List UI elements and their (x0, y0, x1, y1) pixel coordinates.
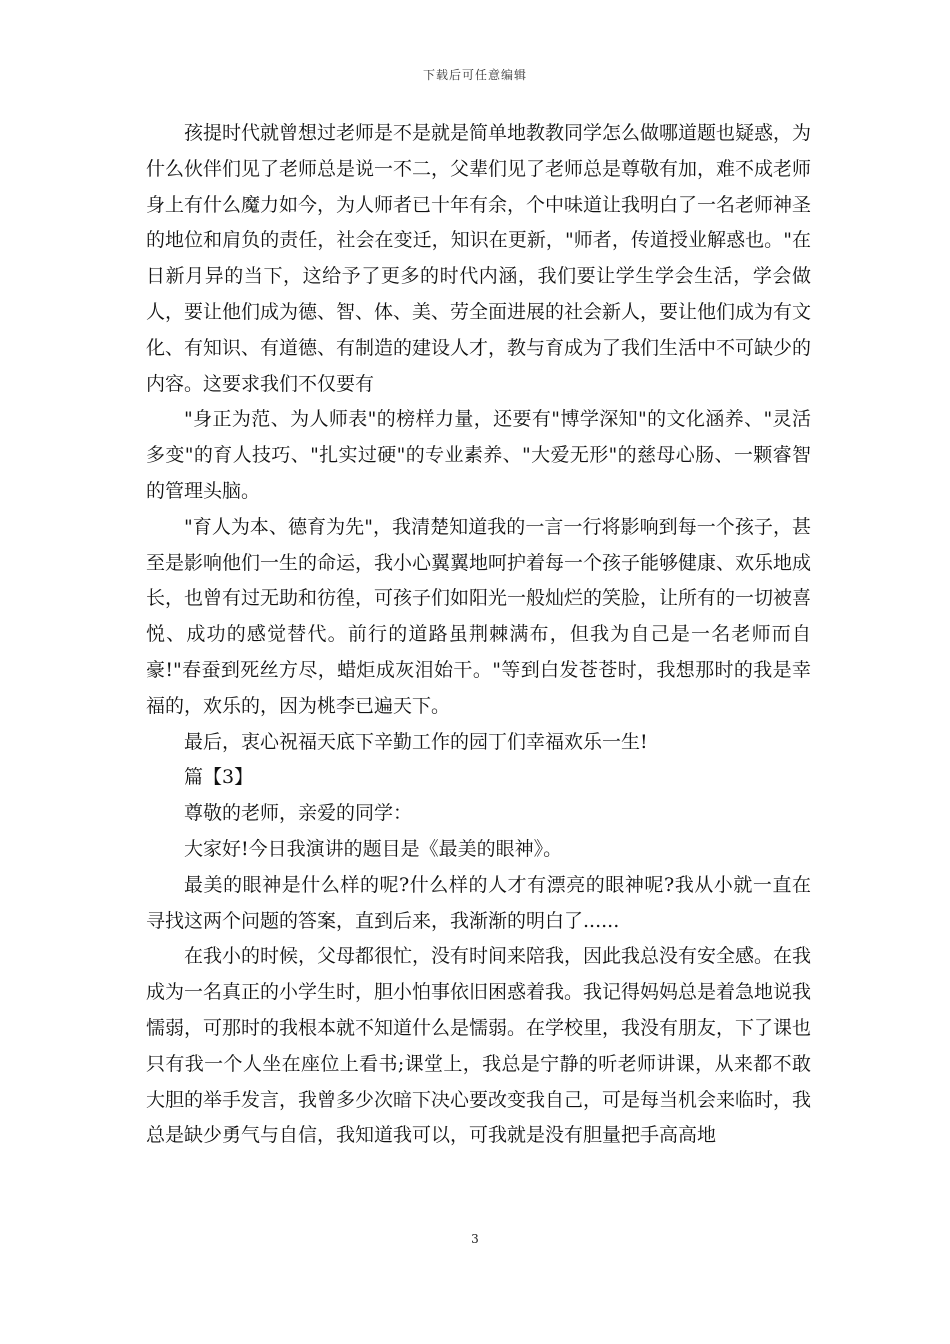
paragraph: "育人为本、德育为先"，我清楚知道我的一言一行将影响到每一个孩子，甚至是影响他们一生的命运，我小心翼翼地呵护着每一个孩子能够健康、欢乐地成长，也曾有过无助和彷徨，可孩子们如阳光一般灿烂的笑脸，让所有的一切被喜悦、成功的感觉替代。前行的道路虽荆棘满布，但我为自己是一名老师而自豪!"春蚕到死丝方尽，蜡炬成灰泪始干。"等到白发苍苍时，我想那时的我是幸福的，欢乐的，因为桃李已遍天下。 (146, 515, 812, 717)
salutation: 尊敬的老师，亲爱的同学： (184, 802, 413, 825)
page-number: 3 (471, 1232, 479, 1246)
page-header: 下载后可任意编辑 (422, 68, 527, 82)
paragraph: 在我小的时候，父母都很忙，没有时间来陪我，因此我总没有安全感。在我成为一名真正的小学生时，胆小怕事依旧困惑着我。我记得妈妈总是着急地说我懦弱，可那时的我根本就不知道什么是懦弱。在学校里，我没有朋友，下了课也只有我一个人坐在座位上看书;课堂上，我总是宁静的听老师讲课，从来都不敢大胆的举手发言，我曾多少次暗下决心要改变我自己，可是每当机会来临时，我总是缺少勇气与自信，我知道我可以，可我就是没有胆量把手高高地 (146, 945, 812, 1147)
paragraph: 最美的眼神是什么样的呢?什么样的人才有漂亮的眼神呢?我从小就一直在寻找这两个问题的答案，直到后来，我渐渐的明白了...... (146, 873, 811, 932)
paragraph: "身正为范、为人师表"的榜样力量，还要有"博学深知"的文化涵养、"灵活多变"的育人技巧、"扎实过硬"的专业素养、"大爱无形"的慈母心肠、一颗睿智的管理头脑。 (146, 408, 811, 502)
paragraph: 大家好!今日我演讲的题目是《最美的眼神》。 (184, 837, 563, 860)
paragraph: 最后，衷心祝福天底下辛勤工作的园丁们幸福欢乐一生! (184, 730, 648, 753)
paragraph: 孩提时代就曾想过老师是不是就是简单地教教同学怎么做哪道题也疑惑，为什么伙伴们见了老师总是说一不二，父辈们见了老师总是尊敬有加，难不成老师身上有什么魔力如今，为人师者已十年有余，个中味道让我明白了一名老师神圣的地位和肩负的责任，社会在变迁，知识在更新，"师者，传道授业解惑也。"在日新月异的当下，这给予了更多的时代内涵，我们要让学生学会生活，学会做人，要让他们成为德、智、体、美、劳全面进展的社会新人，要让他们成为有文化、有知识、有道德、有制造的建设人才，教与育成为了我们生活中不可缺少的内容。这要求我们不仅要有 (146, 122, 812, 395)
section-heading: 篇【3】 (184, 766, 254, 789)
document-body (146, 116, 811, 1154)
